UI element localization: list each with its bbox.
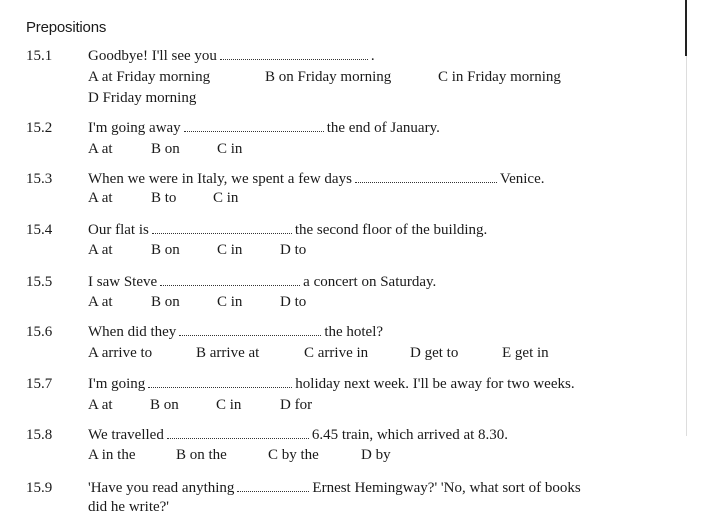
question-text (88, 274, 436, 291)
question-text-after-blank: the hotel? (324, 324, 384, 340)
question-text (88, 120, 440, 137)
question-text (88, 222, 487, 239)
answer-blank[interactable] (184, 120, 324, 132)
option-d[interactable]: D Friday morning (88, 90, 197, 106)
question-number: 15.9 (26, 480, 53, 496)
question-text-before-blank: I'm going (88, 376, 146, 392)
answer-blank[interactable] (160, 274, 300, 286)
question-text-before-blank: 'Have you read anything (88, 480, 235, 496)
option-b[interactable]: B on Friday morning (265, 69, 392, 85)
option-c[interactable]: C by the (268, 447, 319, 463)
question-text (88, 324, 383, 341)
section-heading: Prepositions (26, 19, 107, 36)
option-d[interactable]: D get to (410, 345, 459, 361)
option-b[interactable]: B on (151, 242, 180, 258)
question-text-before-blank: We travelled (88, 427, 164, 443)
option-d[interactable]: D by (361, 447, 391, 463)
question-number: 15.5 (26, 274, 53, 290)
question-text-after-blank: Venice. (499, 171, 545, 187)
answer-blank[interactable] (179, 324, 321, 336)
answer-blank[interactable] (148, 376, 292, 388)
option-c[interactable]: C in (217, 294, 243, 310)
question-text-before-blank: I saw Steve (88, 274, 158, 290)
option-d[interactable]: D to (280, 242, 307, 258)
option-c[interactable]: C in Friday morning (438, 69, 561, 85)
question-number: 15.8 (26, 427, 53, 443)
question-text-after-blank: the second floor of the building. (294, 222, 488, 238)
option-b[interactable]: B on (151, 141, 180, 157)
question-text (88, 171, 544, 188)
question-text-before-blank: Our flat is (88, 222, 149, 238)
answer-blank[interactable] (152, 222, 292, 234)
question-number: 15.7 (26, 376, 53, 392)
question-text (88, 480, 581, 497)
option-b[interactable]: B on (150, 397, 179, 413)
option-a[interactable]: A at (88, 397, 113, 413)
page-edge-shadow (686, 56, 687, 436)
option-a[interactable]: A arrive to (88, 345, 153, 361)
question-text-after-blank: Ernest Hemingway?' 'No, what sort of books (312, 480, 581, 496)
option-e[interactable]: E get in (502, 345, 549, 361)
option-c[interactable]: C arrive in (304, 345, 369, 361)
question-text-after-blank: . (370, 48, 375, 64)
option-b[interactable]: B on (151, 294, 180, 310)
option-b[interactable]: B to (151, 190, 177, 206)
answer-blank[interactable] (355, 171, 497, 183)
answer-blank[interactable] (167, 427, 309, 439)
question-text-before-blank: Goodbye! I'll see you (88, 48, 217, 64)
question-text-after-blank: the end of January. (326, 120, 440, 136)
question-number: 15.6 (26, 324, 53, 340)
question-text-before-blank: When we were in Italy, we spent a few days (88, 171, 352, 187)
page-edge-rule (685, 0, 687, 56)
option-c[interactable]: C in (213, 190, 239, 206)
question-text (88, 427, 508, 444)
question-text-after-blank: 6.45 train, which arrived at 8.30. (311, 427, 509, 443)
option-a[interactable]: A at (88, 294, 113, 310)
answer-blank[interactable] (220, 48, 368, 60)
question-text-after-blank: a concert on Saturday. (303, 274, 437, 290)
answer-blank[interactable] (237, 480, 309, 492)
option-a[interactable]: A at (88, 190, 113, 206)
question-number: 15.4 (26, 222, 53, 238)
option-a[interactable]: A at (88, 242, 113, 258)
option-c[interactable]: C in (217, 141, 243, 157)
question-text-before-blank: I'm going away (88, 120, 181, 136)
question-text (88, 48, 375, 65)
question-number: 15.1 (26, 48, 53, 64)
question-text-line-2: did he write?' (88, 499, 170, 515)
option-a[interactable]: A at Friday morning (88, 69, 211, 85)
question-number: 15.3 (26, 171, 53, 187)
option-d[interactable]: D for (280, 397, 313, 413)
option-a[interactable]: A at (88, 141, 113, 157)
question-number: 15.2 (26, 120, 53, 136)
option-b[interactable]: B arrive at (196, 345, 260, 361)
question-text-after-blank: holiday next week. I'll be away for two weeks. (295, 376, 575, 392)
option-b[interactable]: B on the (176, 447, 227, 463)
option-d[interactable]: D to (280, 294, 307, 310)
option-a[interactable]: A in the (88, 447, 136, 463)
question-text (88, 376, 575, 393)
option-c[interactable]: C in (217, 242, 243, 258)
option-c[interactable]: C in (216, 397, 242, 413)
question-text-before-blank: When did they (88, 324, 177, 340)
